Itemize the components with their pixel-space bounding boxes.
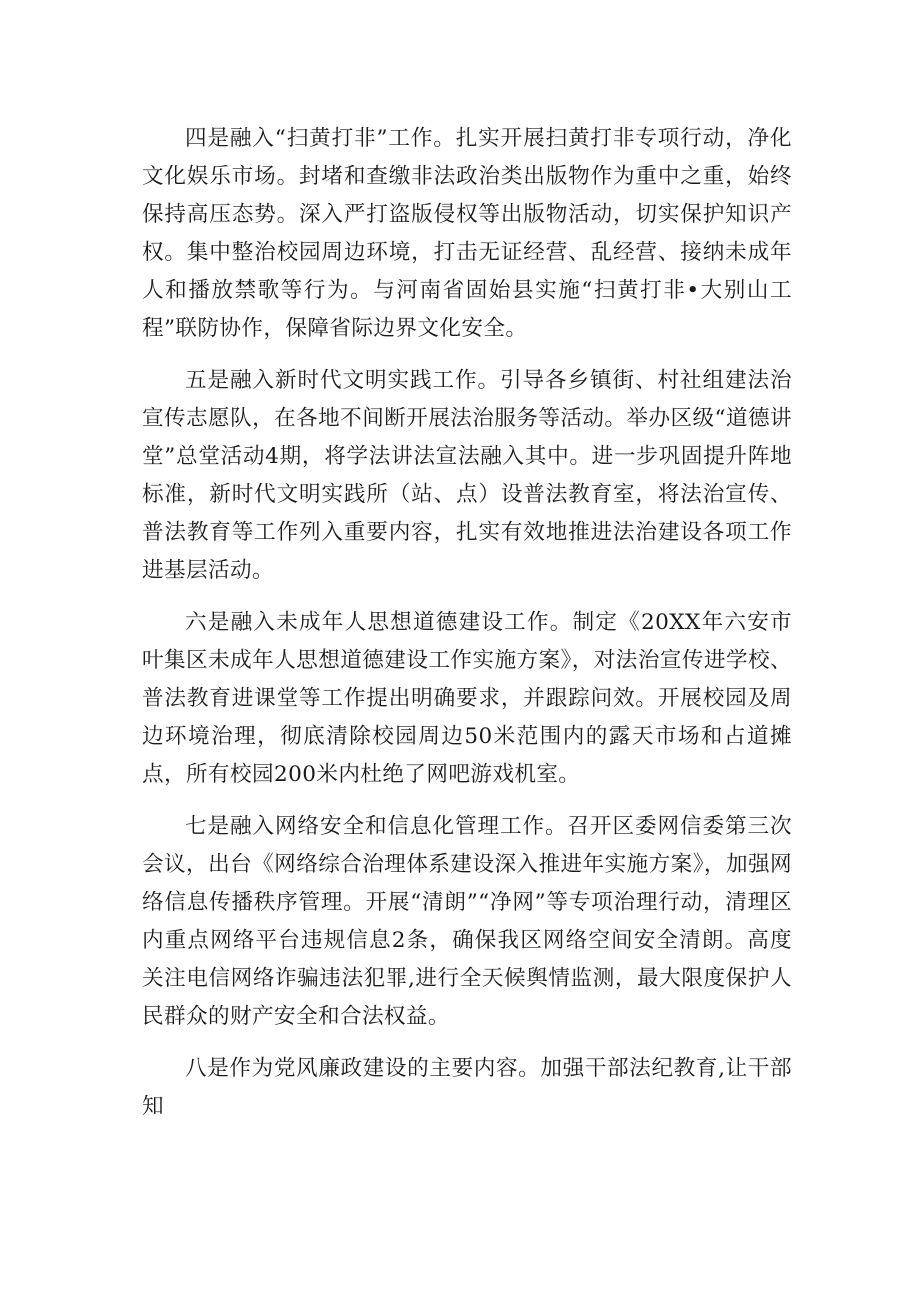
paragraph-six-minors-moral-education: 六是融入未成年人思想道德建设工作。制定《20XX年六安市叶集区未成年人思想道德建设工作实施方案》，对法治宣传进学校、普法教育进课堂等工作提出明确要求，并跟踪问效。开展校园及周边环境治理，彻底清除校园周边50米范围内的露天市场和占道摊点，所有校园200米内杜绝了网吧游戏机室。	[142, 610, 792, 787]
document-body	[142, 120, 792, 1140]
paragraph-four-anti-pornography: 四是融入“扫黄打非”工作。扎实开展扫黄打非专项行动，净化文化娱乐市场。封堵和查缴非法政治类出版物作为重中之重，始终保持高压态势。深入严打盗版侵权等出版物活动，切实保护知识产权。集中整治校园周边环境，打击无证经营、乱经营、接纳未成年人和播放禁歌等行为。与河南省固始县实施“扫黄打非•大别山工程”联防协作，保障省际边界文化安全。	[142, 126, 792, 341]
paragraph-five-civilization-practice: 五是融入新时代文明实践工作。引导各乡镇街、村社组建法治宣传志愿队，在各地不间断开展法治服务等活动。举办区级“道德讲堂”总堂活动4期，将学法讲法宣法融入其中。进一步巩固提升阵地标准，新时代文明实践所（站、点）设普法教育室，将法治宣传、普法教育等工作列入重要内容，扎实有效地推进法治建设各项工作进基层活动。	[142, 368, 792, 583]
paragraph-seven-network-security: 七是融入网络安全和信息化管理工作。召开区委网信委第三次会议，出台《网络综合治理体系建设深入推进年实施方案》，加强网络信息传播秩序管理。开展“清朗”“净网”等专项治理行动，清理区内重点网络平台违规信息2条，确保我区网络空间安全清朗。高度关注电信网络诈骗违法犯罪,进行全天候舆情监测，最大限度保护人民群众的财产安全和合法权益。	[142, 814, 792, 1029]
paragraph-eight-party-integrity: 八是作为党风廉政建设的主要内容。加强干部法纪教育,让干部知	[142, 1056, 792, 1119]
